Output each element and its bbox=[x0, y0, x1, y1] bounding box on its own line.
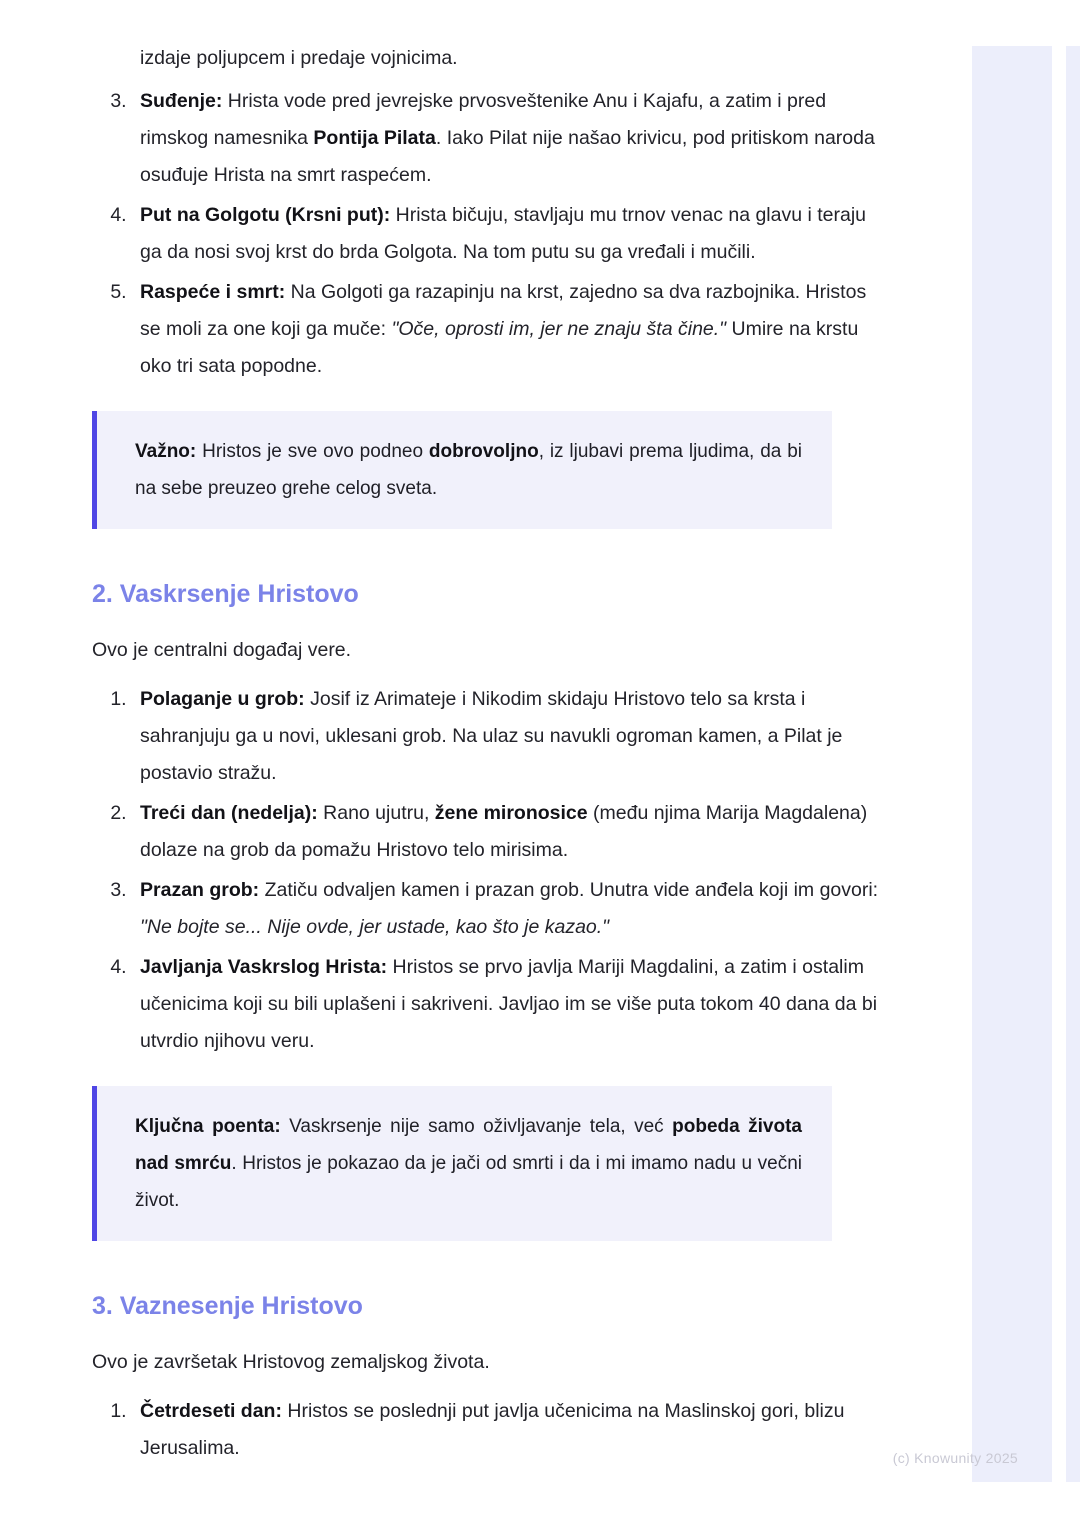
callout-emphasis: dobrovoljno bbox=[428, 441, 539, 462]
page-side-rail-gap bbox=[1052, 46, 1066, 1482]
resurrection-events-list bbox=[92, 681, 880, 1060]
list-item-quote: "Ne bojte se... Nije ovde, jer ustade, kao što je kazao." bbox=[140, 916, 610, 938]
callout-text bbox=[135, 433, 802, 507]
callout-label: Ključna poenta: bbox=[135, 1116, 281, 1137]
list-item-text-a: Hrista bičuju, stavljaju mu trnov venac na glavu i teraju ga da nosi svoj krst do brda Golgota. Na tom putu su ga vređali i mučili. bbox=[140, 204, 867, 263]
list-item-text-a: Hrista vode pred jevrejske prvosveštenike Anu i Kajafu, a zatim i pred rimskog namesnika bbox=[140, 90, 827, 149]
section-heading-2: 2. Vaskrsenje Hristovo bbox=[92, 580, 359, 608]
section-3-intro: Ovo je završetak Hristovog zemaljskog života. bbox=[92, 1351, 490, 1373]
list-item-text-a: Zatiču odvaljen kamen i prazan grob. Unutra vide anđela koji im govori: bbox=[259, 879, 879, 901]
list-item-text-b: (među njima Marija Magdalena) dolaze na grob da pomažu Hristovo telo mirisima. bbox=[140, 802, 868, 861]
list-item-emphasis: žene mironosice bbox=[434, 802, 588, 824]
callout-key-point bbox=[92, 1086, 832, 1241]
list-item-label: Put na Golgotu (Krsni put): bbox=[140, 204, 391, 226]
callout-text-b: , iz ljubavi prema ljudima, da bi na sebe preuzeo grehe celog sveta. bbox=[135, 441, 802, 499]
list-item bbox=[132, 681, 880, 792]
list-item-text-a: Rano ujutru, bbox=[317, 802, 435, 824]
continued-paragraph: izdaje poljupcem i predaje vojnicima. bbox=[140, 47, 458, 69]
list-item-label: Polaganje u grob: bbox=[140, 688, 305, 710]
callout-text bbox=[135, 1108, 802, 1219]
list-item bbox=[132, 197, 880, 271]
list-item-text-a: Hristos se prvo javlja Mariji Magdalini, a zatim i ostalim učenicima koji su bili uplašeni i sakriveni. Javljao im se više puta tokom 40 dana da bi utvrdio njihovu veru. bbox=[140, 956, 878, 1052]
list-item bbox=[132, 795, 880, 869]
callout-text-b: . Hristos je pokazao da je jači od smrti i da i mi imamo nadu u večni život. bbox=[135, 1153, 802, 1211]
callout-label: Važno: bbox=[135, 441, 197, 462]
list-item bbox=[132, 1393, 880, 1467]
list-item-label: Javljanja Vaskrslog Hrista: bbox=[140, 956, 388, 978]
list-item-emphasis: Pontija Pilata bbox=[313, 127, 436, 149]
section-heading-3: 3. Vaznesenje Hristovo bbox=[92, 1292, 363, 1320]
list-item-label: Raspeće i smrt: bbox=[140, 281, 286, 303]
list-item-quote: "Oče, oprosti im, jer ne znaju šta čine." bbox=[391, 318, 727, 340]
list-item-label: Treći dan (nedelja): bbox=[140, 802, 318, 824]
callout-text-a: Vaskrsenje nije samo oživljavanje tela, već bbox=[280, 1116, 673, 1137]
list-item bbox=[132, 872, 880, 946]
list-item-text-a: Na Golgoti ga razapinju na krst, zajedno sa dva razbojnika. Hristos se moli za one koji ga muče: bbox=[140, 281, 867, 340]
passion-events-list bbox=[92, 83, 880, 385]
list-item-label: Suđenje: bbox=[140, 90, 223, 112]
list-item-label: Četrdeseti dan: bbox=[140, 1400, 282, 1422]
list-item-text-a: Hristos se poslednji put javlja učenicima na Maslinskoj gori, blizu Jerusalima. bbox=[140, 1400, 845, 1459]
list-item bbox=[132, 949, 880, 1060]
list-item bbox=[132, 83, 880, 194]
ascension-events-list bbox=[92, 1393, 880, 1467]
list-item-text-a: Josif iz Arimateje i Nikodim skidaju Hristovo telo sa krsta i sahranjuju ga u novi, uklesani grob. Na ulaz su navukli ogroman kamen, a Pilat je postavio stražu. bbox=[140, 688, 843, 784]
callout-emphasis: pobeda života nad smrću bbox=[135, 1116, 802, 1174]
list-item-text-b: . Iako Pilat nije našao krivicu, pod pritiskom naroda osuđuje Hrista na smrt raspećem. bbox=[140, 127, 875, 186]
list-item-label: Prazan grob: bbox=[140, 879, 260, 901]
list-item-text-b: Umire na krstu oko tri sata popodne. bbox=[140, 318, 859, 377]
watermark: (c) Knowunity 2025 bbox=[892, 1450, 1018, 1466]
callout-important bbox=[92, 411, 832, 529]
callout-text-a: Hristos je sve ovo podneo bbox=[196, 441, 429, 462]
section-2-intro: Ovo je centralni događaj vere. bbox=[92, 639, 352, 661]
list-item bbox=[132, 274, 880, 385]
